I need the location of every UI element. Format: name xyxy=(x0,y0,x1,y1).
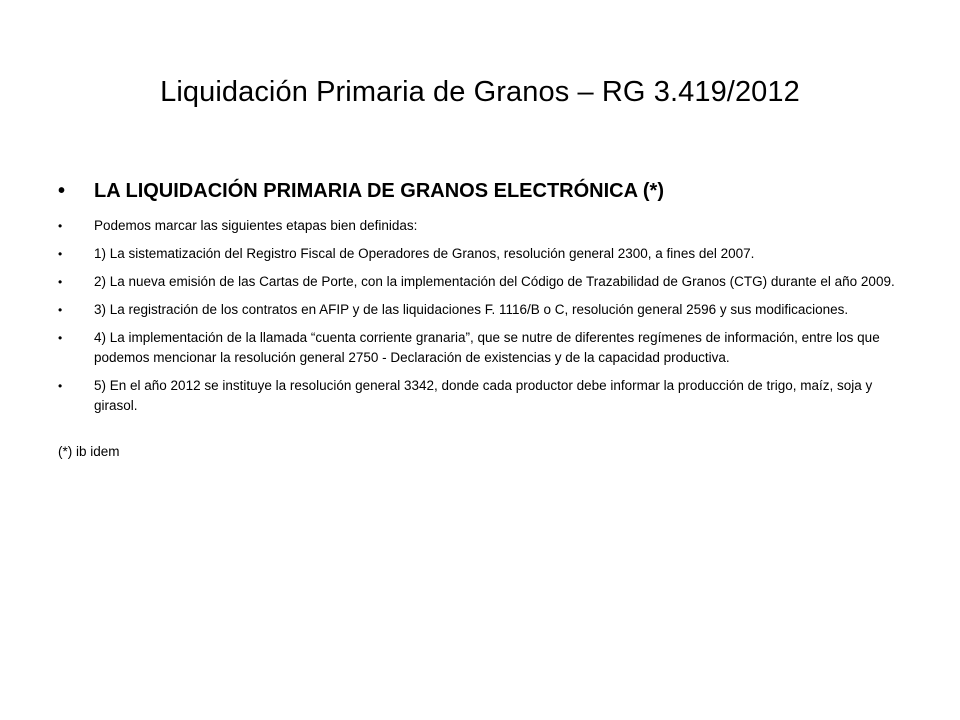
list-item-text: Podemos marcar las siguientes etapas bien definidas: xyxy=(94,218,418,233)
list-item-text: 3) La registración de los contratos en AFIP y de las liquidaciones F. 1116/B o C, resolución general 2596 y sus modificaciones. xyxy=(94,302,849,317)
bullet-dot-icon: • xyxy=(58,247,63,261)
list-item-text: 1) La sistematización del Registro Fiscal de Operadores de Granos, resolución general 2300, a fines del 2007. xyxy=(94,246,755,261)
bullet-dot-icon: • xyxy=(58,219,63,233)
list-item xyxy=(58,244,900,264)
footnote: (*) ib idem xyxy=(58,444,120,459)
list-item-text: 4) La implementación de la llamada “cuenta corriente granaria”, que se nutre de diferentes regímenes de información, entre los que podemos mencionar la resolución general 2750 - Declaración de existencias y de la capacidad productiva. xyxy=(94,330,880,365)
list-item xyxy=(58,376,900,416)
list-item-text: 2) La nueva emisión de las Cartas de Porte, con la implementación del Código de Trazabilidad de Granos (CTG) durante el año 2009. xyxy=(94,274,895,289)
list-item xyxy=(58,300,900,320)
list-item xyxy=(58,328,900,368)
list-item-text: 5) En el año 2012 se instituye la resolución general 3342, donde cada productor debe informar la producción de trigo, maíz, soja y girasol. xyxy=(94,378,873,413)
bullet-dot-icon: • xyxy=(58,331,63,345)
bullet-dot-icon: • xyxy=(58,379,63,393)
bullet-dot-icon: • xyxy=(58,275,63,289)
list-item xyxy=(58,216,900,236)
slide-content xyxy=(58,174,900,462)
lead-bullet xyxy=(58,174,900,208)
lead-bullet-text: LA LIQUIDACIÓN PRIMARIA DE GRANOS ELECTRÓNICA (*) xyxy=(94,180,664,202)
slide-title: Liquidación Primaria de Granos – RG 3.419/2012 xyxy=(160,76,800,108)
bullet-dot-icon: • xyxy=(58,303,63,317)
list-item xyxy=(58,272,900,292)
bullet-dot-icon: • xyxy=(58,180,66,202)
